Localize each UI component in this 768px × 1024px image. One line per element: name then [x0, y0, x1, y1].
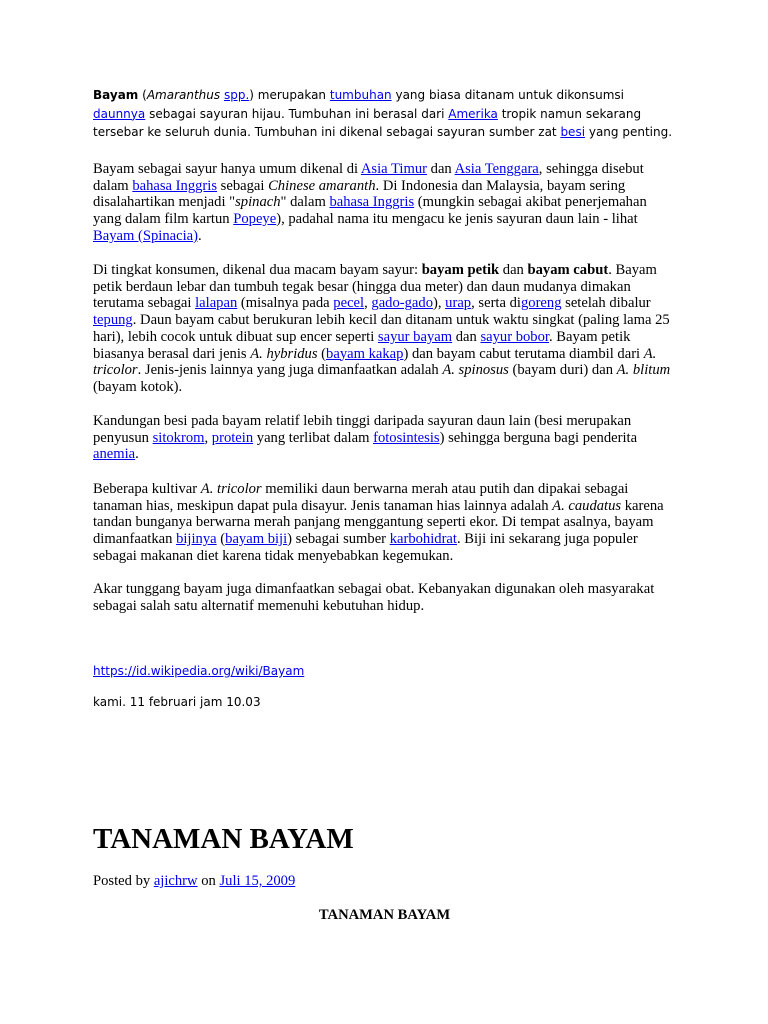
- text-run: Beberapa kultivar: [93, 481, 201, 497]
- link-daunnya[interactable]: daunnya: [93, 106, 146, 121]
- text-run: Chinese amaranth: [268, 177, 376, 194]
- text-run: yang biasa ditanam untuk dikonsumsi: [391, 88, 624, 102]
- text-run: ,: [364, 295, 372, 312]
- text-run: spinach: [235, 194, 281, 211]
- link-bayam-kakap[interactable]: bayam kakap: [326, 345, 404, 362]
- text-run: . Daun bayam cabut berukuran lebih kecil dan ditanam untuk waktu singkat (paling lama 25 hari), lebih cocok untuk dibuat sup encer seperti: [93, 312, 670, 345]
- text-run: dan: [427, 161, 455, 177]
- paragraph-akar: [93, 581, 673, 614]
- intro-paragraph: [93, 86, 673, 142]
- link-bayam-biji[interactable]: bayam biji: [225, 531, 288, 548]
- link-asia-tenggara[interactable]: Asia Tenggara: [454, 161, 539, 177]
- text-run: on: [197, 873, 220, 889]
- link-goreng[interactable]: goreng: [520, 295, 562, 312]
- link-gado-gado[interactable]: gado-gado: [371, 295, 433, 312]
- text-run: sebagai: [217, 177, 269, 194]
- link-urap[interactable]: urap: [445, 295, 472, 312]
- term-bayam: Bayam: [93, 88, 139, 102]
- text-run: tropik namun sekarang tersebar ke seluruh dunia. Tumbuhan ini dikenal sebagai sayuran sumber zat: [93, 106, 642, 139]
- text-run: (: [138, 88, 147, 102]
- post-meta: [93, 873, 295, 890]
- link-karbohidrat[interactable]: karbohidrat: [389, 531, 457, 548]
- text-run: A. hybridus: [250, 345, 318, 362]
- text-run: .: [135, 446, 139, 463]
- paragraph-asia: [93, 161, 673, 245]
- text-run: Kandungan besi pada bayam relatif lebih tinggi daripada sayuran daun lain (besi merupakan penyusun: [93, 413, 632, 446]
- text-run: . Bayam petik berdaun lebar dan tumbuh tegak besar (hingga dua meter) dan daun mudanya dimakan terutama sebagai: [93, 262, 657, 312]
- term-amaranthus: Amaranthus: [146, 88, 221, 102]
- text-run: .: [197, 227, 202, 244]
- link-sayur-bobor[interactable]: sayur bobor: [480, 328, 549, 345]
- link-anemia[interactable]: anemia: [93, 446, 136, 463]
- link-protein[interactable]: protein: [211, 429, 254, 446]
- text-run: A. spinosus: [442, 362, 509, 379]
- text-run: yang penting.: [585, 125, 673, 139]
- text-run: bayam petik: [421, 262, 500, 278]
- text-run: ,: [204, 429, 212, 446]
- link-tumbuhan[interactable]: tumbuhan: [329, 88, 392, 102]
- link-besi[interactable]: besi: [560, 125, 586, 139]
- text-run: setelah dibalur: [561, 295, 651, 312]
- text-run: (bayam kotok).: [93, 378, 183, 395]
- text-run: ) merupakan: [249, 88, 330, 102]
- text-run: sebagai sayuran hijau. Tumbuhan ini berasal dari: [145, 106, 449, 121]
- text-run: Posted by: [93, 873, 154, 889]
- text-run: (bayam duri) dan: [508, 362, 617, 379]
- link-tepung[interactable]: tepung: [93, 312, 133, 329]
- article-title: TANAMAN BAYAM: [93, 823, 354, 855]
- text-run: . Bayam petik biasanya berasal dari jenis: [93, 328, 631, 362]
- link-sayur-bayam[interactable]: sayur bayam: [377, 328, 453, 345]
- link-sitokrom[interactable]: sitokrom: [152, 429, 205, 446]
- paragraph-besi: [93, 413, 673, 463]
- text-run: memiliki daun berwarna merah atau putih dan dipakai sebagai tanaman hias, meskipun dapat pula disayur. Jenis tanaman hias lainnya adalah: [93, 481, 629, 514]
- text-run: ) sehingga berguna bagi penderita: [439, 429, 638, 446]
- text-run: A. caudatus: [552, 497, 622, 514]
- author-link[interactable]: ajichrw: [153, 873, 198, 889]
- text-run: , sehingga disebut dalam: [93, 161, 644, 194]
- link-spp[interactable]: spp.: [223, 88, 250, 102]
- text-run: A. tricolor: [93, 345, 657, 379]
- text-run: Bayam sebagai sayur hanya umum dikenal di: [93, 161, 361, 177]
- link-fotosintesis[interactable]: fotosintesis: [373, 429, 440, 446]
- text-run: ) dan bayam cabut terutama diambil dari: [403, 345, 644, 362]
- link-amerika[interactable]: Amerika: [448, 106, 498, 121]
- link-bahasa-inggris[interactable]: bahasa Inggris: [132, 177, 218, 194]
- link-lalapan[interactable]: lalapan: [195, 295, 238, 312]
- text-run: A. tricolor: [200, 481, 262, 497]
- article-subheading: TANAMAN BAYAM: [318, 907, 451, 923]
- text-run: (mungkin sebagai akibat penerjemahan yang dalam film kartun: [93, 194, 647, 228]
- text-run: dan: [452, 328, 481, 345]
- text-run: Akar tunggang bayam juga dimanfaatkan sebagai obat. Kebanyakan digunakan oleh masyarakat sebagai salah satu alternatif memenuhi kebutuhan hidup.: [93, 581, 655, 614]
- post-date-link[interactable]: Juli 15, 2009: [219, 873, 296, 889]
- text-run: , serta di: [471, 295, 521, 312]
- link-pecel[interactable]: pecel: [333, 295, 365, 312]
- link-asia-timur[interactable]: Asia Timur: [360, 161, 427, 177]
- paragraph-kultivar: [93, 481, 673, 565]
- text-run: ) sebagai sumber: [287, 531, 390, 548]
- text-run: Di tingkat konsumen, dikenal dua macam bayam sayur:: [93, 262, 422, 278]
- link-popeye[interactable]: Popeye: [233, 211, 277, 228]
- text-run: . Di Indonesia dan Malaysia, bayam sering disalahartikan menjadi ": [93, 177, 626, 211]
- text-run: yang terlibat dalam: [253, 429, 374, 446]
- text-run: (: [216, 531, 226, 548]
- text-run: (: [317, 345, 327, 362]
- text-run: dan: [499, 262, 528, 278]
- text-run: ), padahal nama itu mengacu ke jenis sayuran daun lain - lihat: [276, 211, 638, 228]
- text-run: A. blitum: [616, 362, 671, 379]
- link-bahasa-inggris-2[interactable]: bahasa Inggris: [329, 194, 415, 211]
- text-run: " dalam: [280, 194, 330, 211]
- text-run: . Jenis-jenis lainnya yang juga dimanfaatkan adalah: [137, 362, 443, 379]
- text-run: (misalnya pada: [237, 295, 334, 312]
- paragraph-konsumen: [93, 262, 673, 396]
- link-bayam-spinacia[interactable]: Bayam (Spinacia): [93, 227, 198, 244]
- text-run: bayam cabut: [527, 262, 609, 278]
- source-url-link[interactable]: https://id.wikipedia.org/wiki/Bayam: [93, 664, 305, 678]
- timestamp-note: kami. 11 februari jam 10.03: [93, 695, 261, 709]
- text-run: karena tandan bunganya berwarna merah panjang menggantung seperti ekor. Di tempat asalnya, bayam dimanfaatkan: [93, 497, 664, 548]
- text-run: . Biji ini sekarang juga populer sebagai makanan diet karena tidak menyebabkan kegemukan.: [93, 531, 638, 564]
- text-run: ),: [433, 295, 446, 312]
- link-bijinya[interactable]: bijinya: [176, 531, 217, 548]
